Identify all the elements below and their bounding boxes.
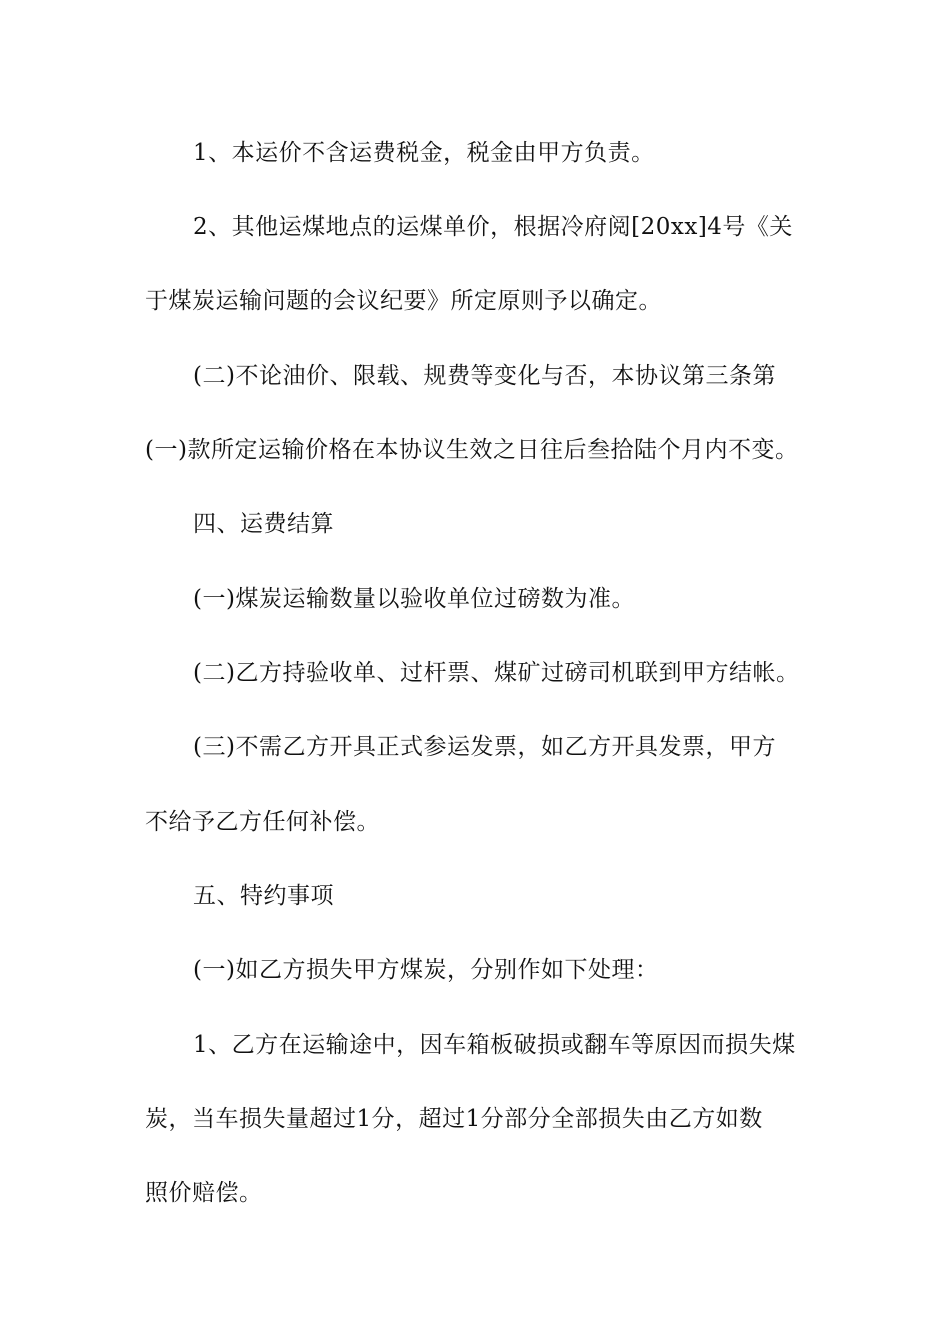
paragraph-line: 不给予乙方任何补偿。 (145, 809, 380, 835)
paragraph-line: (二)不论油价、限载、规费等变化与否，本协议第三条第 (193, 363, 776, 389)
paragraph-line: 1、本运价不含运费税金，税金由甲方负责。 (193, 140, 655, 166)
section-heading: 四、运费结算 (193, 511, 334, 537)
paragraph-line: 于煤炭运输问题的会议纪要》所定原则予以确定。 (145, 288, 662, 314)
paragraph-line: (一)如乙方损失甲方煤炭，分别作如下处理： (193, 957, 659, 983)
paragraph-line: 2、其他运煤地点的运煤单价，根据冷府阅[20xx]4号《关 (193, 214, 793, 240)
paragraph-line: (一)款所定运输价格在本协议生效之日往后叁拾陆个月内不变。 (145, 437, 799, 463)
paragraph-line: 炭，当车损失量超过1分，超过1分部分全部损失由乙方如数 (145, 1106, 763, 1132)
paragraph-line: (一)煤炭运输数量以验收单位过磅数为准。 (193, 586, 635, 612)
paragraph-line: 1、乙方在运输途中，因车箱板破损或翻车等原因而损失煤 (193, 1032, 796, 1058)
paragraph-line: (二)乙方持验收单、过杆票、煤矿过磅司机联到甲方结帐。 (193, 660, 800, 686)
paragraph-line: (三)不需乙方开具正式参运发票，如乙方开具发票，甲方 (193, 734, 776, 760)
paragraph-line: 照价赔偿。 (145, 1180, 263, 1206)
section-heading: 五、特约事项 (193, 883, 334, 909)
